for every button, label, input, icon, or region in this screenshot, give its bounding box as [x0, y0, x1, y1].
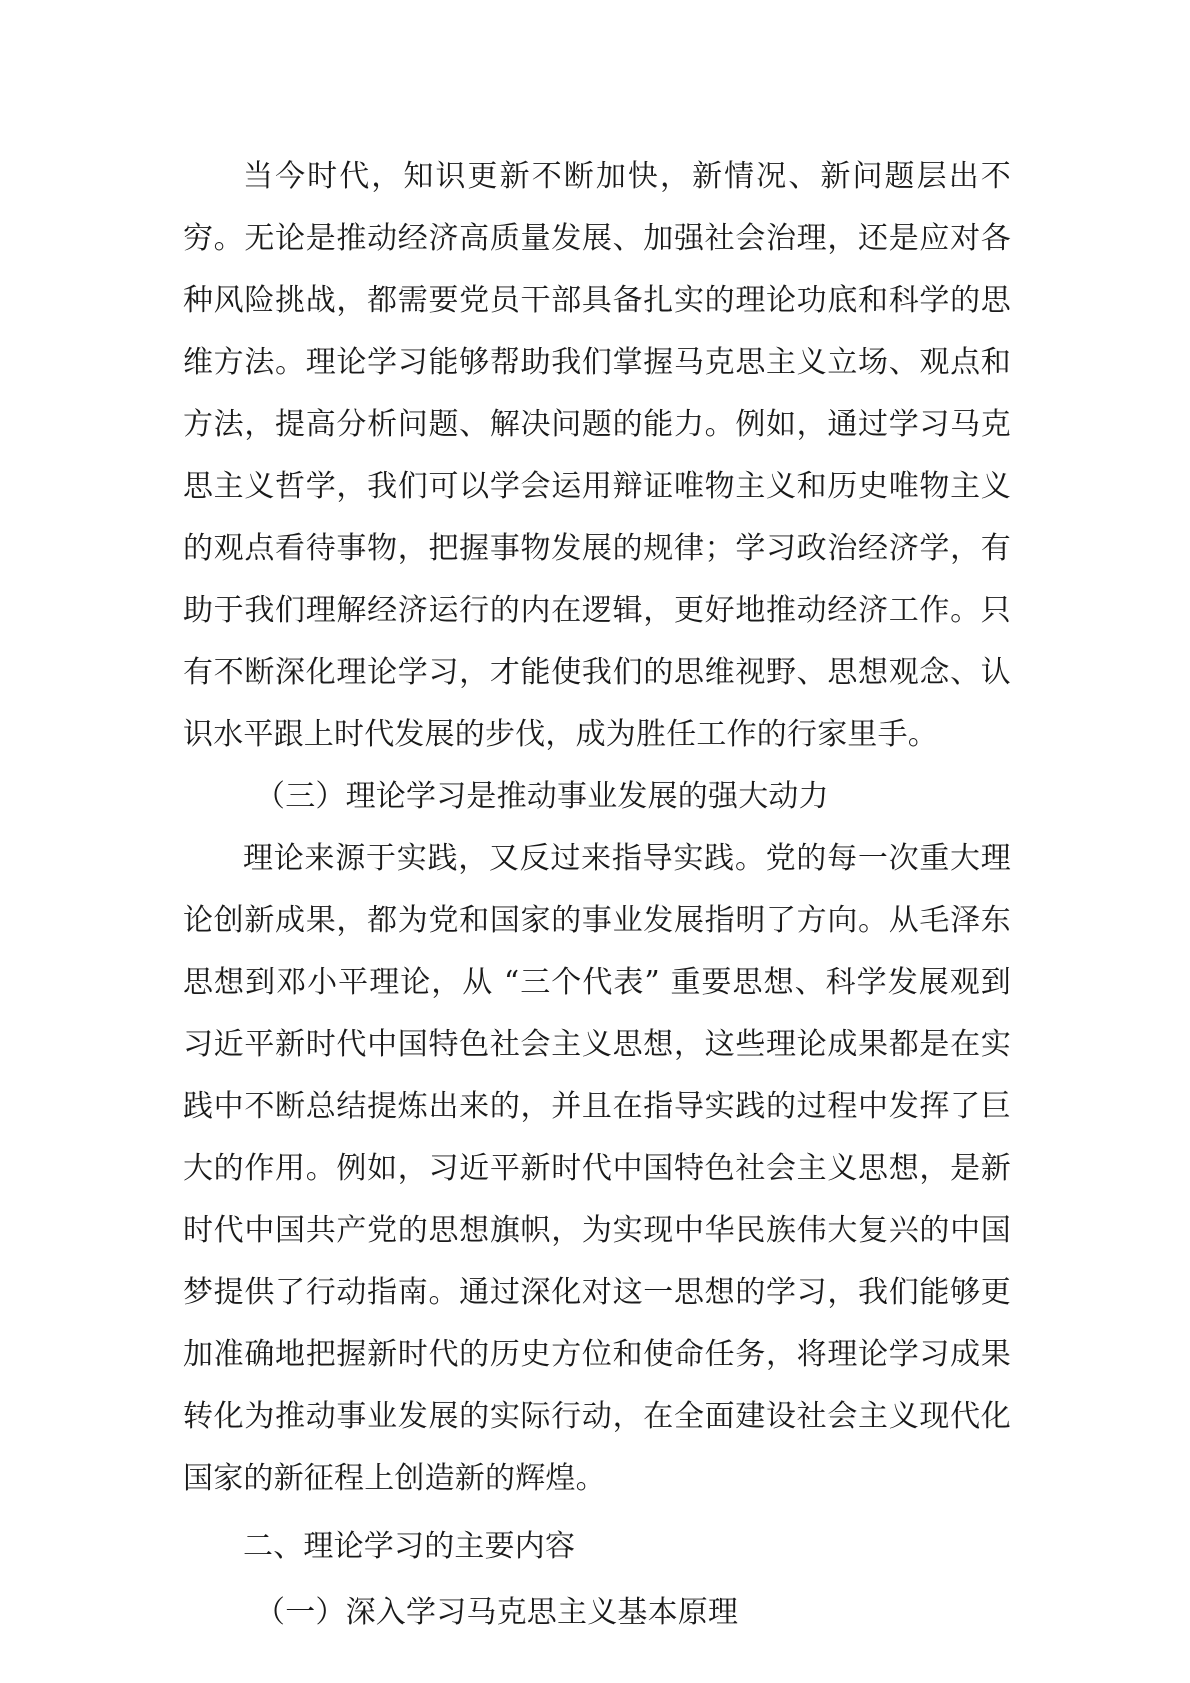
- section-subheading: （一）深入学习马克思主义基本原理: [255, 1595, 739, 1630]
- section-heading: 二、理论学习的主要内容: [243, 1529, 576, 1564]
- body-paragraph: 理论来源于实践，又反过来指导实践。党的每一次重大理论创新成果，都为党和国家的事业发展指明了方向。从毛泽东思想到邓小平理论，从 “三个代表” 重要思想、科学发展观到习近平新时代中国特色社会主义思想，这些理论成果都是在实践中不断总结提炼出来的，并且在指导实践的过程中发挥了巨大的作用。例如，习近平新时代中国特色社会主义思想，是新时代中国共产党的思想旗帜，为实现中华民族伟大复兴的中国梦提供了行动指南。通过深化对这一思想的学习，我们能够更加准确地把握新时代的历史方位和使命任务，将理论学习成果转化为推动事业发展的实际行动，在全面建设社会主义现代化国家的新征程上创造新的辉煌。: [183, 841, 1011, 1496]
- document-body: [183, 146, 1011, 1644]
- section-subheading: （三）理论学习是推动事业发展的强大动力: [255, 779, 829, 814]
- body-paragraph: 当今时代，知识更新不断加快，新情况、新问题层出不穷。无论是推动经济高质量发展、加强社会治理，还是应对各种风险挑战，都需要党员干部具备扎实的理论功底和科学的思维方法。理论学习能够帮助我们掌握马克思主义立场、观点和方法，提高分析问题、解决问题的能力。例如，通过学习马克思主义哲学，我们可以学会运用辩证唯物主义和历史唯物主义的观点看待事物，把握事物发展的规律；学习政治经济学，有助于我们理解经济运行的内在逻辑，更好地推动经济工作。只有不断深化理论学习，才能使我们的思维视野、思想观念、认识水平跟上时代发展的步伐，成为胜任工作的行家里手。: [183, 159, 1011, 752]
